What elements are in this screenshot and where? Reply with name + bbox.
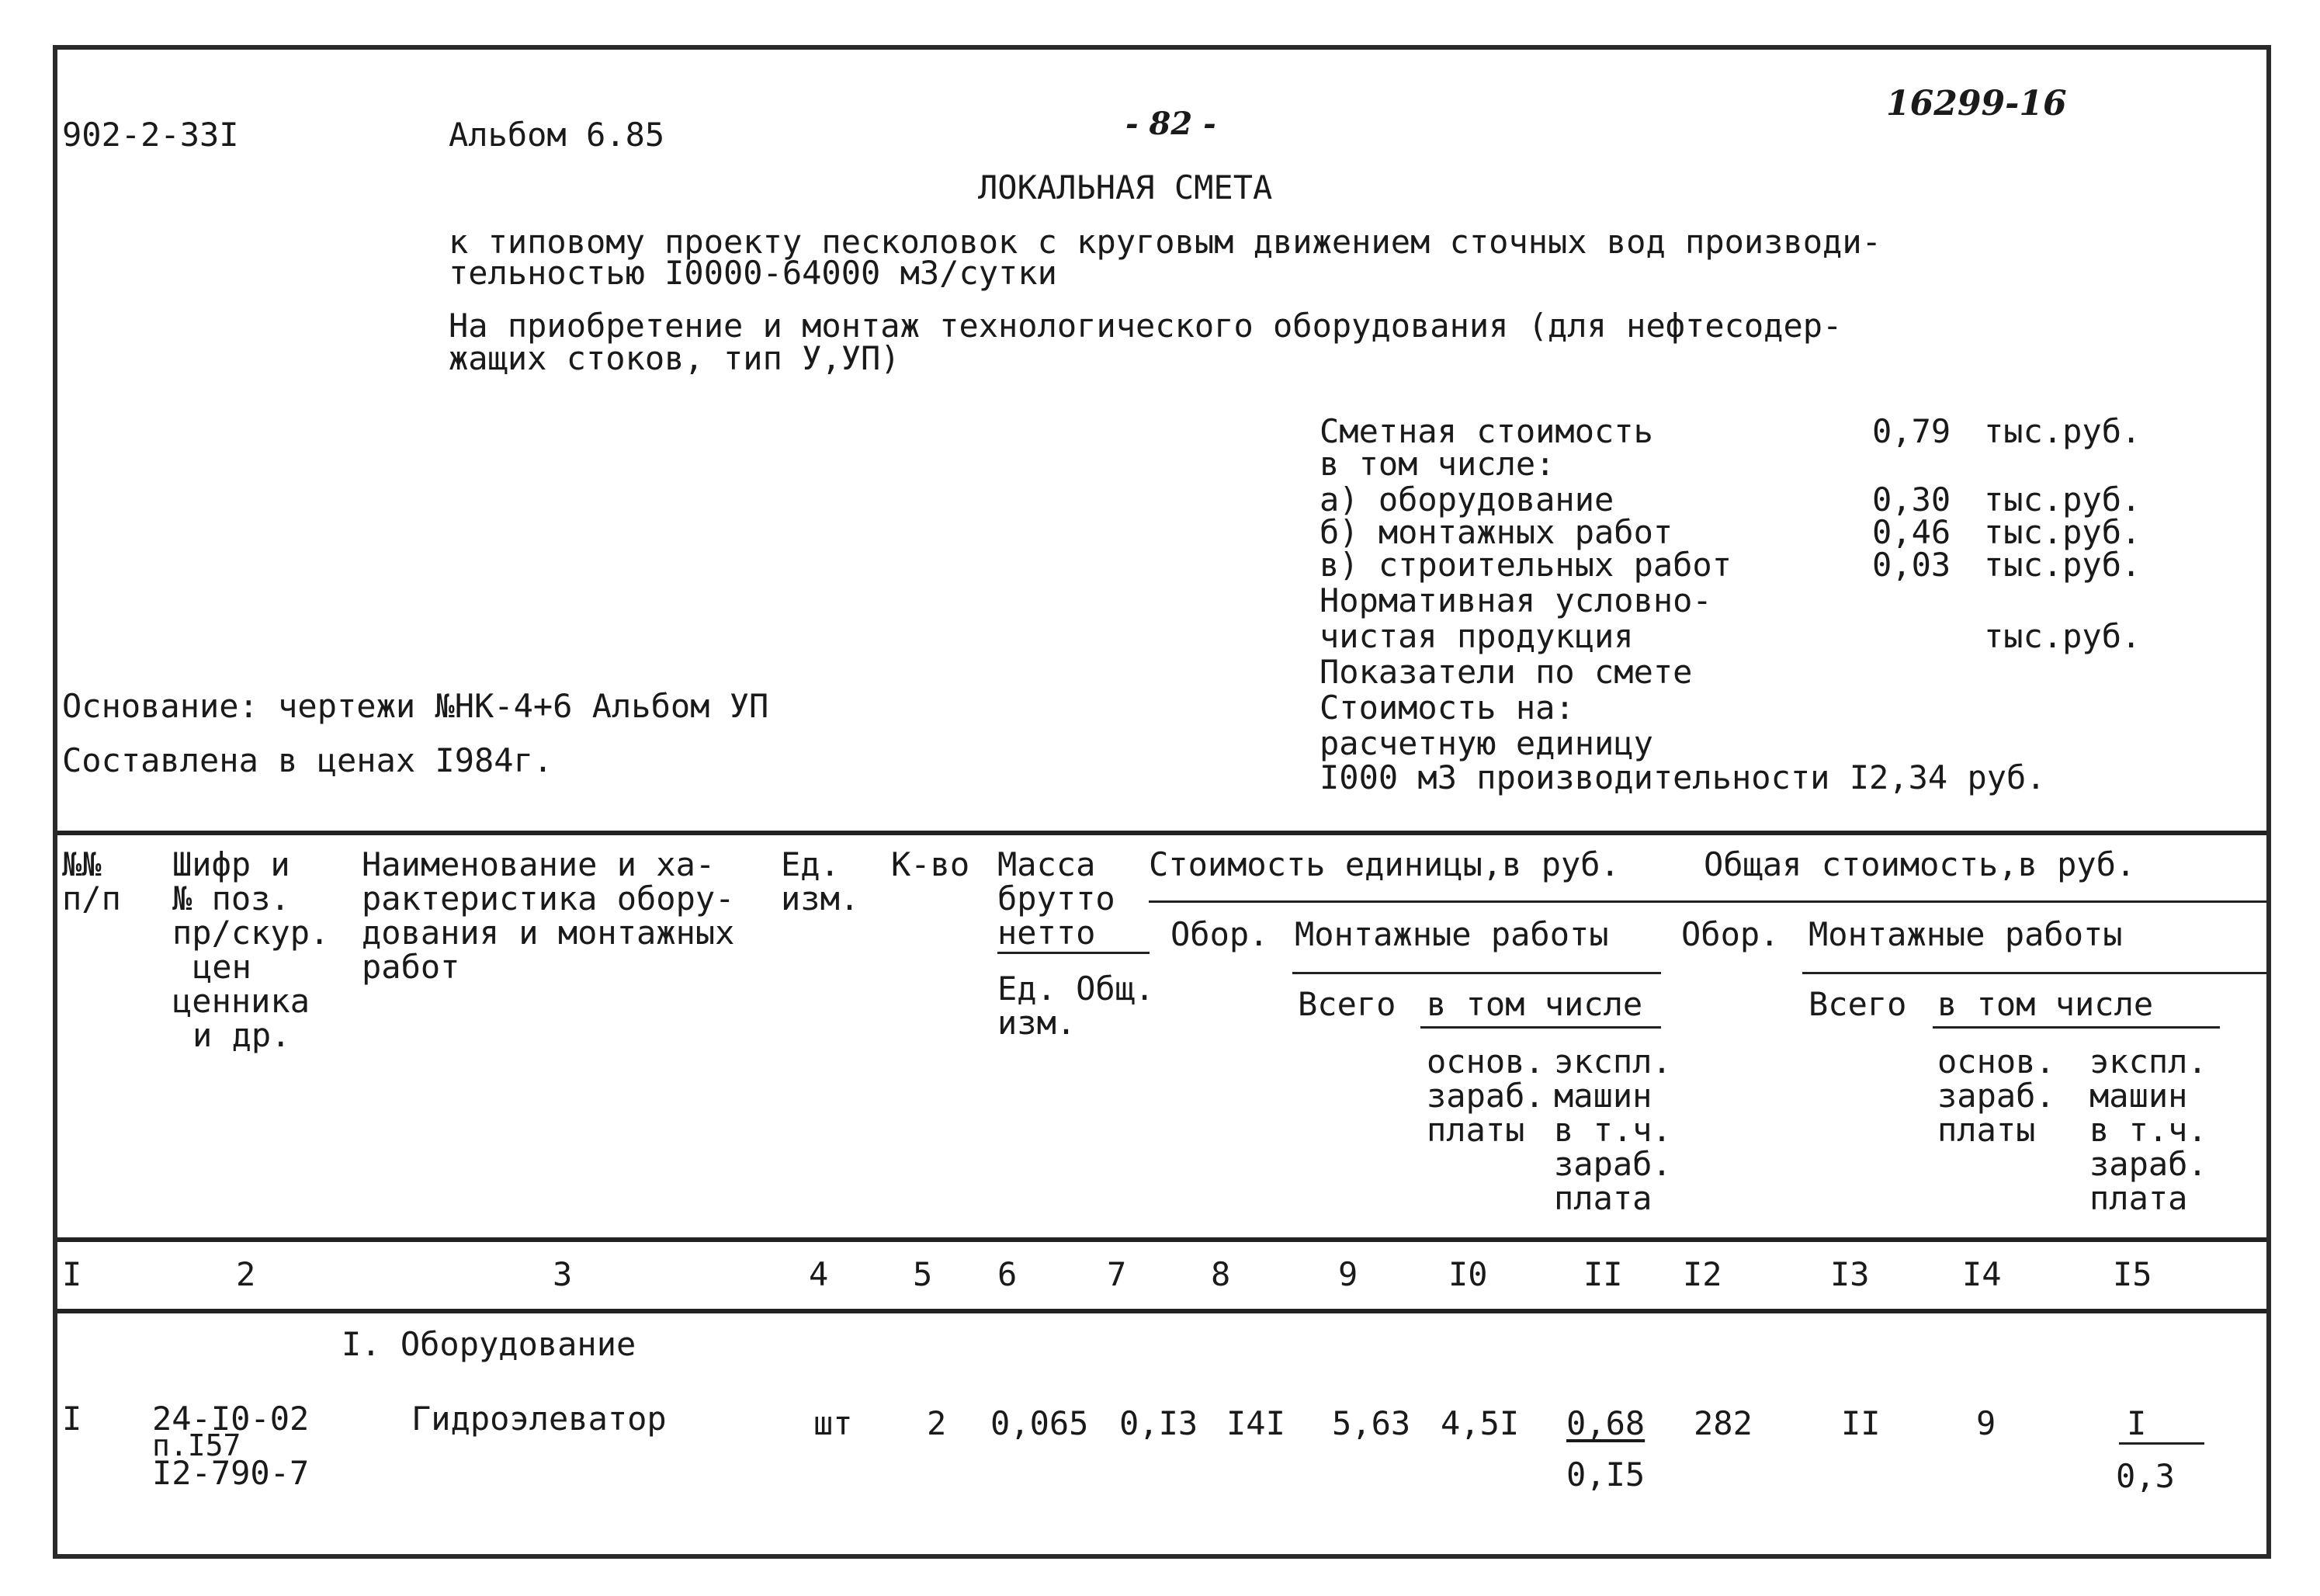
summary-unit: тыс.руб. (1984, 617, 2141, 655)
col-header-wages: основ. (1937, 1043, 2055, 1081)
column-number: 8 (1211, 1255, 1231, 1293)
col-header-installation: Монтажные работы (1295, 915, 1609, 953)
column-number: I (62, 1255, 82, 1293)
summary-unit: тыс.руб. (1984, 513, 2141, 551)
row-total-equipment: 282 (1694, 1404, 1753, 1442)
basis-drawings: Основание: чертежи №НК-4+6 Альбом УП (62, 687, 769, 725)
col-header-wages: платы (1427, 1111, 1525, 1149)
row-installation-wages: 4,5I (1441, 1404, 1520, 1442)
col-header-unit: Ед. (781, 845, 840, 883)
col-header-equipment: Обор. (1170, 915, 1269, 953)
col-header-wages: зараб. (1937, 1077, 2055, 1115)
col-header-name: Наименование и ха- (362, 845, 716, 883)
row-installation-total: 5,63 (1332, 1404, 1411, 1442)
summary-estimated-cost: Сметная стоимость (1320, 412, 1653, 450)
archive-stamp: 16299-16 (1886, 84, 2067, 123)
column-number: I5 (2113, 1255, 2152, 1293)
row-installation-machines-wages: 0,I5 (1566, 1455, 1646, 1494)
summary-calc-unit: расчетную единицу (1320, 724, 1653, 762)
row-total-machines: I (2127, 1404, 2147, 1442)
col-header-code: Шифр и (172, 845, 290, 883)
col-header-machines: плата (1554, 1179, 1652, 1217)
column-number: I0 (1448, 1255, 1488, 1293)
col-header-name: работ (362, 948, 460, 986)
purpose-line-1: На приобретение и монтаж технологического оборудования (для нефтесодер- (449, 307, 1843, 345)
summary-including: в том числе: (1320, 445, 1555, 483)
col-header-machines: зараб. (2089, 1145, 2207, 1183)
column-number: 3 (553, 1255, 573, 1293)
summary-installation: б) монтажных работ (1320, 513, 1673, 551)
summary-indicators: Показатели по смете (1320, 653, 1693, 691)
summary-construction: в) строительных работ (1320, 546, 1732, 584)
summary-installation-value: 0,46 (1872, 513, 1951, 551)
row-installation-machines: 0,68 (1566, 1404, 1646, 1442)
col-header-machines: зараб. (1554, 1145, 1672, 1183)
column-numbers-top-rule (57, 1237, 2266, 1242)
summary-normative: Нормативная условно- (1320, 581, 1712, 619)
column-number: 6 (997, 1255, 1018, 1293)
col-header-unit-cost: Стоимость единицы,в руб. (1149, 845, 1620, 883)
col-header-mass: Ед. Общ. (997, 970, 1155, 1008)
row-name: Гидроэлеватор (411, 1400, 667, 1438)
column-number: 9 (1338, 1255, 1358, 1293)
column-number: 7 (1107, 1255, 1127, 1293)
col-header-machines: плата (2089, 1179, 2188, 1217)
col-header-code: цен (192, 948, 251, 986)
col-header-num: №№ (62, 845, 102, 883)
basis-prices: Составлена в ценах I984г. (62, 741, 553, 779)
col-header-mass: нетто (997, 914, 1096, 952)
col-header-wages: платы (1937, 1111, 2036, 1149)
subtitle-line-2: тельностью I0000-64000 м3/сутки (449, 254, 1057, 292)
col-header-code: пр/скур. (172, 914, 330, 952)
col-header-total: Всего (1808, 985, 1907, 1023)
column-number: 4 (809, 1255, 829, 1293)
header-subrule (1292, 972, 1661, 974)
col-header-total: Всего (1298, 985, 1396, 1023)
summary-unit: тыс.руб. (1984, 412, 2141, 450)
col-header-machines: машин (1554, 1077, 1652, 1115)
col-header-equipment: Обор. (1681, 915, 1780, 953)
col-header-installation: Монтажные работы (1808, 915, 2123, 953)
summary-construction-value: 0,03 (1872, 546, 1951, 584)
column-number: I4 (1962, 1255, 2002, 1293)
summary-cost-for: Стоимость на: (1320, 689, 1575, 727)
summary-unit: тыс.руб. (1984, 481, 2141, 519)
album-label: Альбом 6.85 (449, 116, 665, 154)
col-header-mass: Масса (997, 845, 1096, 883)
col-header-machines: экспл. (1554, 1043, 1672, 1081)
section-title: I. Оборудование (342, 1325, 636, 1363)
row-equipment-unit: I4I (1226, 1404, 1285, 1442)
col-header-wages: основ. (1427, 1043, 1545, 1081)
purpose-line-2: жащих стоков, тип У,УП) (449, 339, 900, 377)
col-header-machines: в т.ч. (2089, 1111, 2207, 1149)
summary-per-1000: I000 м3 производительности I2,34 руб. (1320, 758, 2046, 796)
col-header-wages: зараб. (1427, 1077, 1545, 1115)
row-total-installation: II (1841, 1404, 1881, 1442)
summary-net-production: чистая продукция (1320, 617, 1634, 655)
column-numbers-bottom-rule (57, 1309, 2266, 1313)
col-header-num: п/п (62, 880, 121, 918)
header-subrule (1420, 1026, 1661, 1029)
row-code: 24-I0-02 (152, 1400, 310, 1438)
header-subrule (997, 952, 1150, 954)
row-total-machines-wages: 0,3 (2116, 1457, 2175, 1495)
col-header-qty: К-во (891, 845, 970, 883)
row-mass-total: 0,I3 (1119, 1404, 1198, 1442)
col-header-mass: изм. (997, 1004, 1077, 1042)
col-header-machines: экспл. (2089, 1043, 2207, 1081)
project-code: 902-2-33I (62, 116, 239, 154)
header-subrule (1149, 900, 2266, 903)
col-header-code: и др. (192, 1016, 291, 1054)
header-subrule (1802, 972, 2266, 974)
col-header-including: в том числе (1937, 985, 2154, 1023)
col-header-machines: машин (2089, 1077, 2188, 1115)
col-header-name: рактеристика обору- (362, 880, 735, 918)
column-number: I2 (1683, 1255, 1722, 1293)
column-number: I3 (1830, 1255, 1870, 1293)
col-header-total-cost: Общая стоимость,в руб. (1704, 845, 2136, 883)
row-unit: шт (813, 1404, 853, 1442)
summary-estimated-cost-value: 0,79 (1872, 412, 1951, 450)
row-qty: 2 (927, 1404, 947, 1442)
document-title: ЛОКАЛЬНАЯ СМЕТА (978, 168, 1273, 206)
col-header-unit: изм. (781, 880, 860, 918)
col-header-name: дования и монтажных (362, 914, 735, 952)
header-subrule (1933, 1026, 2220, 1029)
row-total-wages: 9 (1976, 1404, 1996, 1442)
col-header-including: в том числе (1427, 985, 1643, 1023)
row-code: I2-790-7 (152, 1454, 310, 1492)
col-header-machines: в т.ч. (1554, 1111, 1672, 1149)
column-number: 2 (236, 1255, 256, 1293)
col-header-code: № поз. (172, 880, 290, 918)
summary-unit: тыс.руб. (1984, 546, 2141, 584)
table-top-rule (57, 831, 2266, 835)
row-code: п.I57 (152, 1428, 241, 1462)
column-number: 5 (913, 1255, 933, 1293)
row-number: I (62, 1400, 82, 1438)
subtitle-line-1: к типовому проекту песколовок с круговым движением сточных вод производи- (449, 223, 1881, 261)
page-number: - 82 - (1125, 106, 1216, 142)
col-header-mass: брутто (997, 880, 1115, 918)
col-header-code: ценника (172, 982, 310, 1020)
summary-equipment: а) оборудование (1320, 481, 1614, 519)
column-number: II (1583, 1255, 1623, 1293)
row-mass-unit: 0,065 (990, 1404, 1089, 1442)
fraction-rule (2119, 1442, 2204, 1445)
summary-equipment-value: 0,30 (1872, 481, 1951, 519)
